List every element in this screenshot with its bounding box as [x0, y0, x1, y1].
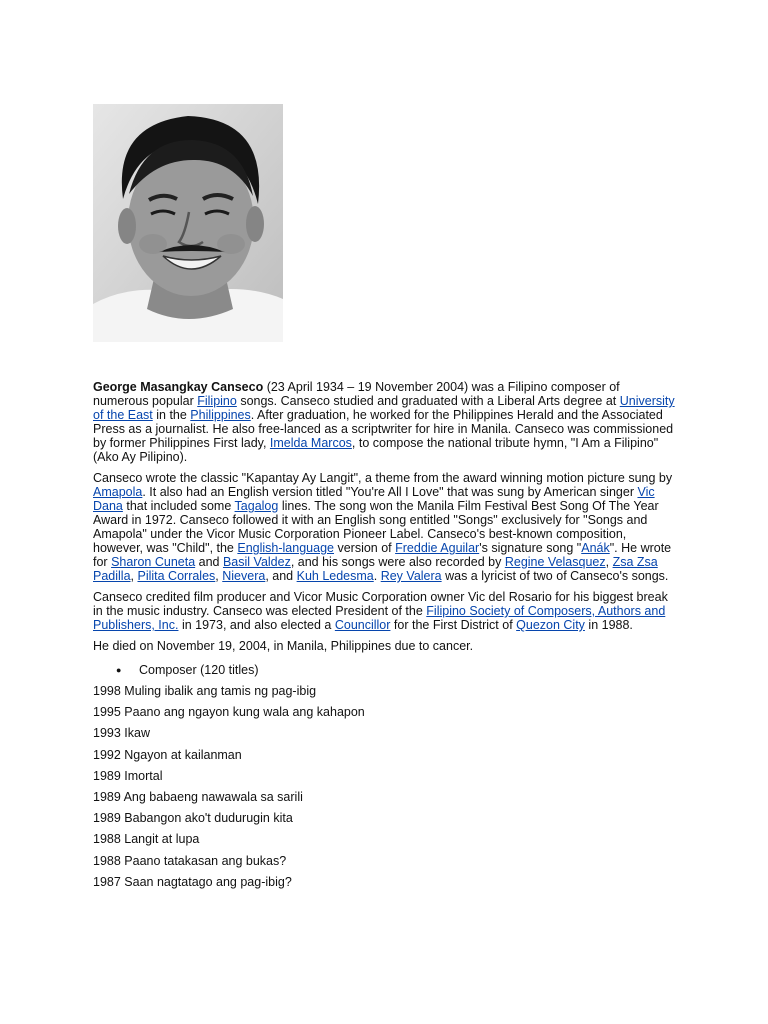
- bio-paragraph-3: Canseco credited film producer and Vicor Music Corporation owner Vic del Rosario for his biggest break in the music industry. Canseco was elected President of the Filipino Society of Composers, Authors and Publishers, Inc. in 1973, and also elected a Councillor for the First District of Quezon City in 1988.: [93, 590, 668, 632]
- subject-name: George Masangkay Canseco: [93, 380, 264, 394]
- song-item: 1992 Ngayon at kailanman: [93, 747, 242, 762]
- song-item: 1989 Babangon ako't dudurugin kita: [93, 811, 293, 826]
- bio-paragraph-1: George Masangkay Canseco (23 April 1934 – 19 November 2004) was a Filipino composer of numerous popular Filipino songs. Canseco studied and graduated with a Liberal Arts degree at University of the East in the Philippines. After graduation, he worked for the Philippines Herald and the Associated Press as a journalist. He also free-lanced as a scriptwriter for hire in Manila. Canseco was commissioned by former Philippines First lady, Imelda Marcos, to compose the national tribute hymn, "I Am a Filipino" (Ako Ay Pilipino).: [93, 380, 675, 464]
- song-item: 1987 Saan nagtatago ang pag-ibig?: [93, 874, 292, 889]
- song-item: 1989 Imortal: [93, 768, 163, 783]
- link-amapola[interactable]: Amapola: [93, 485, 143, 499]
- link-english-language[interactable]: English-language: [237, 541, 334, 555]
- link-kuh-ledesma[interactable]: Kuh Ledesma: [296, 569, 374, 583]
- link-imelda-marcos[interactable]: Imelda Marcos: [269, 436, 352, 450]
- song-item: 1993 Ikaw: [93, 726, 150, 741]
- bio-paragraph-2: Canseco wrote the classic "Kapantay Ay Langit", a theme from the award winning motion picture sung by Amapola. It also had an English version titled "You're All I Love" that was sung by American singer Vic Dana that included some Tagalog lines. The song won the Manila Film Festival Best Song Of The Year Award in 1972. Canseco followed it with an English song entitled "Songs" exclusively for "Songs and Amapola" under the Vicor Music Corporation Pioneer Label. Canseco's best-known composition, however, was "Child", the English-language version of Freddie Aguilar's signature song "Anák". He wrote for Sharon Cuneta and Basil Valdez, and his songs were also recorded by Regine Velasquez, Zsa Zsa Padilla, Pilita Corrales, Nievera, and Kuh Ledesma. Rey Valera was a lyricist of two of Canseco's songs.: [93, 471, 673, 583]
- song-item: 1988 Paano tatakasan ang bukas?: [93, 853, 287, 868]
- song-item: 1995 Paano ang ngayon kung wala ang kahapon: [93, 705, 365, 720]
- link-filipino[interactable]: Filipino: [197, 394, 237, 408]
- link-university-of-the-east[interactable]: University of the East: [93, 394, 675, 422]
- song-item: 1989 Ang babaeng nawawala sa sarili: [93, 789, 303, 804]
- link-basil-valdez[interactable]: Basil Valdez: [222, 555, 291, 569]
- link-nievera[interactable]: Nievera: [222, 569, 266, 583]
- link-zsa-zsa-padilla[interactable]: Zsa Zsa Padilla: [93, 555, 658, 583]
- link-regine-velasquez[interactable]: Regine Velasquez: [504, 555, 606, 569]
- link-rey-valera[interactable]: Rey Valera: [380, 569, 442, 583]
- link-filscap[interactable]: Filipino Society of Composers, Authors and Publishers, Inc.: [93, 604, 666, 632]
- link-vic-dana[interactable]: Vic Dana: [93, 485, 655, 513]
- link-tagalog[interactable]: Tagalog: [234, 499, 279, 513]
- bio-paragraph-4: He died on November 19, 2004, in Manila, Philippines due to cancer.: [93, 639, 474, 653]
- link-freddie-aguilar[interactable]: Freddie Aguilar: [395, 541, 480, 555]
- song-list: [93, 681, 678, 893]
- song-item: 1998 Muling ibalik ang tamis ng pag-ibig: [93, 684, 317, 698]
- bullet-item-label: Composer (120 titles): [139, 663, 259, 677]
- song-item: 1988 Langit at lupa: [93, 832, 200, 847]
- portrait-photo: [93, 104, 283, 342]
- bullet-list: [93, 660, 678, 681]
- article-body: [93, 380, 678, 893]
- list-item: [93, 660, 678, 681]
- bullet-icon: ●: [116, 665, 122, 675]
- link-pilita-corrales[interactable]: Pilita Corrales: [137, 569, 216, 583]
- link-councillor[interactable]: Councillor: [334, 618, 391, 632]
- link-philippines[interactable]: Philippines: [190, 408, 251, 422]
- link-sharon-cuneta[interactable]: Sharon Cuneta: [111, 555, 196, 569]
- link-anak[interactable]: Anák: [581, 541, 610, 555]
- link-quezon-city[interactable]: Quezon City: [516, 618, 585, 632]
